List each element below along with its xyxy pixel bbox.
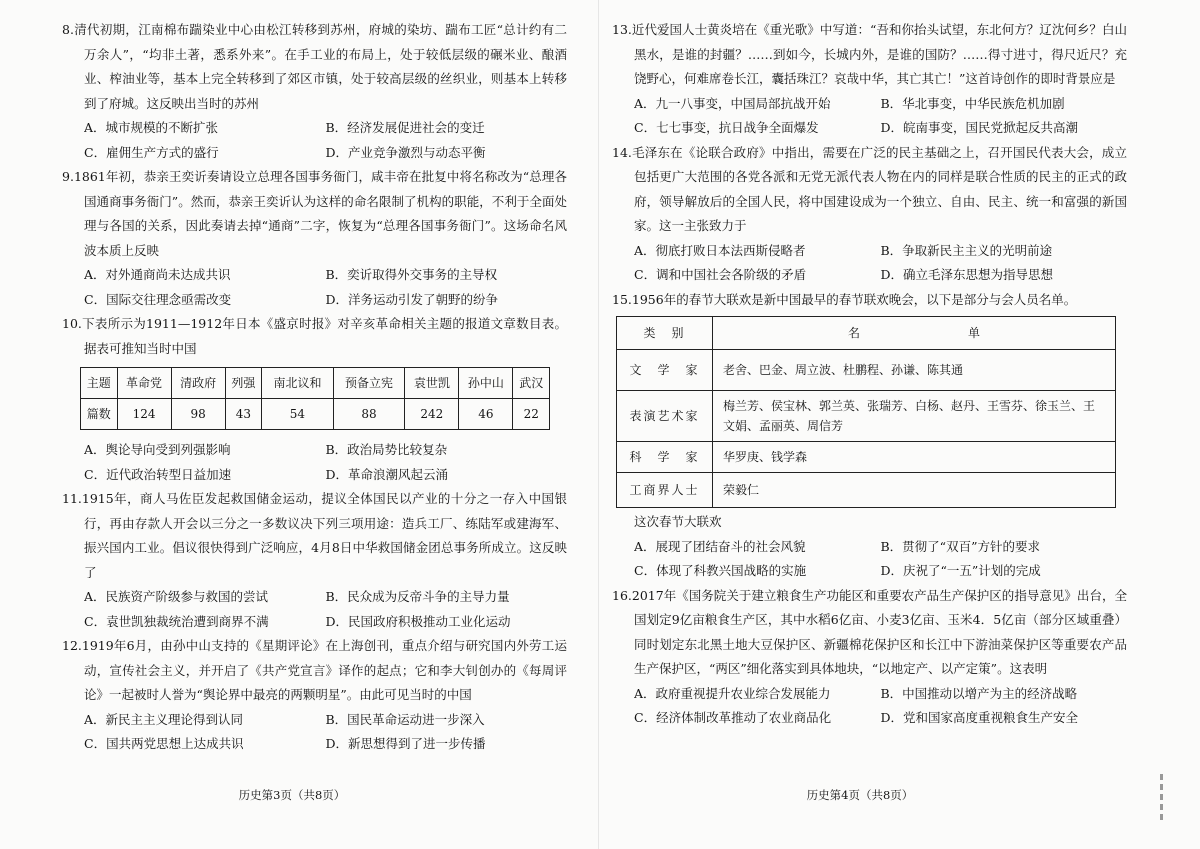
table-cell: 124 — [117, 399, 171, 430]
question-number: 16. — [612, 587, 632, 603]
option-list — [612, 239, 1127, 288]
question-15 — [612, 288, 1127, 584]
table-cell: 工商界人士 — [617, 473, 713, 508]
option-c[interactable]: C．经济体制改革推动了农业商品化 — [634, 710, 832, 725]
table-cell: 南北议和 — [262, 368, 334, 399]
table-cell: 老舍、巴金、周立波、杜鹏程、孙谦、陈其通 — [713, 350, 1116, 391]
question-stem: 清代初期，江南棉布踹染业中心由松江转移到苏州，府城的染坊、踹布工匠“总计约有二万余人”，“均非土著，悉系外来”。在手工业的布局上，处于较低层级的碾米业、酿酒业、榨油业等，基本上完全转移到了郊区市镇，处于较高层级的丝织业，则基本上转移到了府城。这反映出当时的苏州 — [73, 22, 567, 111]
option-a[interactable]: A．新民主主义理论得到认同 — [84, 711, 244, 727]
attendee-list-table — [616, 316, 1116, 508]
table-cell: 46 — [459, 399, 513, 430]
question-number: 10. — [62, 316, 82, 331]
table-cell: 华罗庚、钱学森 — [713, 442, 1116, 473]
question-14 — [612, 141, 1127, 288]
question-column-right — [612, 18, 1127, 731]
option-d[interactable]: D．民国政府积极推动工业化运动 — [325, 613, 511, 629]
table-cell: 清政府 — [171, 368, 225, 399]
option-d[interactable]: D．确立毛泽东思想为指导思想 — [880, 267, 1054, 282]
option-c[interactable]: C．近代政治转型日益加速 — [84, 466, 232, 482]
question-stem: 1956年的春节大联欢是新中国最早的春节联欢晚会，以下是部分与会人员名单。 — [631, 291, 1077, 307]
option-list — [62, 116, 567, 165]
table-cell: 荣毅仁 — [713, 473, 1116, 508]
option-d[interactable]: D．新思想得到了进一步传播 — [325, 736, 486, 751]
option-c[interactable]: C．体现了科教兴国战略的实施 — [634, 563, 807, 578]
table-row — [617, 391, 1116, 442]
question-number: 12. — [62, 638, 82, 653]
option-a[interactable]: A．城市规模的不断扩张 — [84, 120, 219, 135]
table-cell: 梅兰芳、侯宝林、郭兰英、张瑞芳、白杨、赵丹、王雪芬、徐玉兰、王文娟、孟丽英、周信芳 — [713, 391, 1116, 442]
question-stem: 近代爱国人士黄炎培在《重光歌》中写道：“吾和你抬头试望，东北何方？辽沈何乡？白山黑水，是谁的封疆？……到如今，长城内外，是谁的国防？……得寸进寸，得尺近尺？充饶野心，何难席卷长江，囊括珠江？哀哉中华，其亡其亡！”这首诗创作的即时背景应是 — [631, 22, 1127, 86]
option-a[interactable]: A．对外通商尚未达成共识 — [84, 267, 231, 282]
option-d[interactable]: D．皖南事变，国民党掀起反共高潮 — [880, 120, 1079, 135]
option-list — [612, 92, 1127, 141]
scan-edge-marks — [1150, 770, 1170, 830]
option-c[interactable]: C．调和中国社会各阶级的矛盾 — [634, 267, 807, 282]
option-b[interactable]: B．国民革命运动进一步深入 — [325, 711, 485, 727]
question-stem: 下表所示为1911—1912年日本《盛京时报》对辛亥革命相关主题的报道文章数目表。据表可推知当时中国 — [81, 316, 567, 356]
table-cell: 文 学 家 — [617, 350, 713, 391]
table-cell: 表演艺术家 — [617, 391, 713, 442]
question-stem: 1861年初，恭亲王奕䜣奏请设立总理各国事务衙门，咸丰帝在批复中将名称改为“总理各国通商事务衙门”。然而，恭亲王奕䜣认为这样的命名限制了机构的职能，不利于全面处理与各国的关系，因此奏请去掉“通商”二字，恢复为“总理各国事务衙门”。这场命名风波本质上反映 — [73, 169, 567, 258]
option-b[interactable]: B．经济发展促进社会的变迁 — [325, 120, 485, 135]
question-stem: 1919年6月，由孙中山支持的《星期评论》在上海创刊，重点介绍与研究国内外劳工运动，宣传社会主义，并开启了《共产党宣言》译作的起点；它和李大钊创办的《每周评论》一起被时人誉为“舆论界中最亮的两颗明星”。由此可见当时的中国 — [81, 638, 567, 702]
option-a[interactable]: A．九一八事变，中国局部抗战开始 — [634, 95, 831, 111]
question-stem: 1915年，商人马佐臣发起救国储金运动，提议全体国民以产业的十分之一存入中国银行，再由存款人开会以三分之一多数议决下列三项用途：造兵工厂、练陆军或建海军、振兴国内工业。倡议很快得到广泛响应，4月8日中华救国储金团总事务所成立。这反映了 — [81, 491, 567, 580]
table-row — [81, 399, 550, 430]
option-a[interactable]: A．民族资产阶级参与救国的尝试 — [84, 589, 269, 604]
option-a[interactable]: A．舆论导向受到列强影响 — [84, 442, 231, 457]
table-cell: 孙中山 — [459, 368, 513, 399]
option-d[interactable]: D．党和国家高度重视粮食生产安全 — [880, 710, 1079, 725]
option-c[interactable]: C．袁世凯独裁统治遭到商界不满 — [84, 613, 269, 629]
option-c[interactable]: C．雇佣生产方式的盛行 — [84, 144, 219, 160]
question-number: 9. — [62, 169, 74, 184]
table-cell: 88 — [333, 399, 405, 430]
question-followup: 这次春节大联欢 — [634, 514, 722, 529]
table-cell: 22 — [513, 399, 550, 430]
question-number: 14. — [612, 144, 632, 160]
option-c[interactable]: C．七七事变，抗日战争全面爆发 — [634, 120, 819, 135]
option-b[interactable]: B．政治局势比较复杂 — [325, 442, 448, 457]
question-8 — [62, 18, 567, 165]
table-row — [617, 350, 1116, 391]
option-d[interactable]: D．洋务运动引发了朝野的纷争 — [325, 291, 499, 307]
table-cell: 54 — [262, 399, 334, 430]
option-b[interactable]: B．华北事变，中华民族危机加剧 — [880, 95, 1065, 111]
option-b[interactable]: B．中国推动以增产为主的经济战略 — [880, 685, 1078, 701]
table-cell: 预备立宪 — [333, 368, 405, 399]
option-b[interactable]: B．贯彻了“双百”方针的要求 — [880, 538, 1040, 554]
table-header-cell: 名 单 — [713, 317, 1116, 350]
report-count-table — [80, 367, 550, 430]
table-cell: 革命党 — [117, 368, 171, 399]
option-list — [612, 535, 1127, 584]
table-cell: 篇数 — [81, 399, 118, 430]
question-10 — [62, 312, 567, 487]
question-13 — [612, 18, 1127, 141]
option-list — [62, 438, 567, 487]
option-b[interactable]: B．争取新民主主义的光明前途 — [880, 242, 1053, 258]
option-b[interactable]: B．民众成为反帝斗争的主导力量 — [325, 589, 510, 604]
question-number: 8. — [62, 22, 74, 37]
question-number: 11. — [62, 491, 82, 506]
table-cell: 43 — [225, 399, 262, 430]
table-header-cell: 类 别 — [617, 317, 713, 350]
question-stem: 毛泽东在《论联合政府》中指出，需要在广泛的民主基础之上，召开国民代表大会，成立包括更广大范围的各党各派和无党无派代表人物在内的同样是联合性质的民主的正式的政府，领导解放后的全国人民，将中国建设成为一个独立、自由、民主、统一和富强的新国家。这一主张致力于 — [631, 144, 1127, 233]
table-row — [617, 473, 1116, 508]
option-d[interactable]: D．革命浪潮风起云涌 — [325, 466, 449, 482]
option-b[interactable]: B．奕䜣取得外交事务的主导权 — [325, 267, 498, 282]
exam-page-4 — [600, 0, 1200, 849]
question-column-left — [62, 18, 567, 757]
page-footer: 历史第4页（共8页） — [806, 788, 914, 802]
option-a[interactable]: A．政府重视提升农业综合发展能力 — [634, 685, 831, 701]
option-c[interactable]: C．国际交往理念亟需改变 — [84, 291, 232, 307]
question-number: 13. — [612, 22, 632, 37]
table-header-row — [617, 317, 1116, 350]
option-list — [62, 585, 567, 634]
question-number: 15. — [612, 291, 632, 307]
question-11 — [62, 487, 567, 634]
question-stem: 2017年《国务院关于建立粮食生产功能区和重要农产品生产保护区的指导意见》出台，全国划定9亿亩粮食生产区，其中水稻6亿亩、小麦3亿亩、玉米4．5亿亩（部分区域重叠）同时划定东北黑土地大豆保护区、新疆棉花保护区和长江中下游油菜保护区等重要农产品生产保护区，“两区”细化落实到具体地块，“以地定产、以产定策”。这表明 — [631, 587, 1127, 676]
table-row — [81, 368, 550, 399]
option-list — [62, 708, 567, 757]
table-cell: 主题 — [81, 368, 118, 399]
table-cell: 列强 — [225, 368, 262, 399]
option-list — [62, 263, 567, 312]
option-a[interactable]: A．彻底打败日本法西斯侵略者 — [634, 242, 806, 258]
question-16 — [612, 584, 1127, 731]
question-12 — [62, 634, 567, 757]
option-a[interactable]: A．展现了团结奋斗的社会风貌 — [634, 538, 806, 554]
table-cell: 袁世凯 — [405, 368, 459, 399]
option-list — [612, 682, 1127, 731]
page-footer: 历史第3页（共8页） — [238, 788, 346, 802]
question-9 — [62, 165, 567, 312]
option-d[interactable]: D．庆祝了“一五”计划的完成 — [880, 563, 1041, 578]
table-row — [617, 442, 1116, 473]
option-c[interactable]: C．国共两党思想上达成共识 — [84, 736, 244, 751]
option-d[interactable]: D．产业竞争激烈与动态平衡 — [325, 144, 486, 160]
table-cell: 武汉 — [513, 368, 550, 399]
table-cell: 242 — [405, 399, 459, 430]
table-cell: 98 — [171, 399, 225, 430]
table-cell: 科 学 家 — [617, 442, 713, 473]
